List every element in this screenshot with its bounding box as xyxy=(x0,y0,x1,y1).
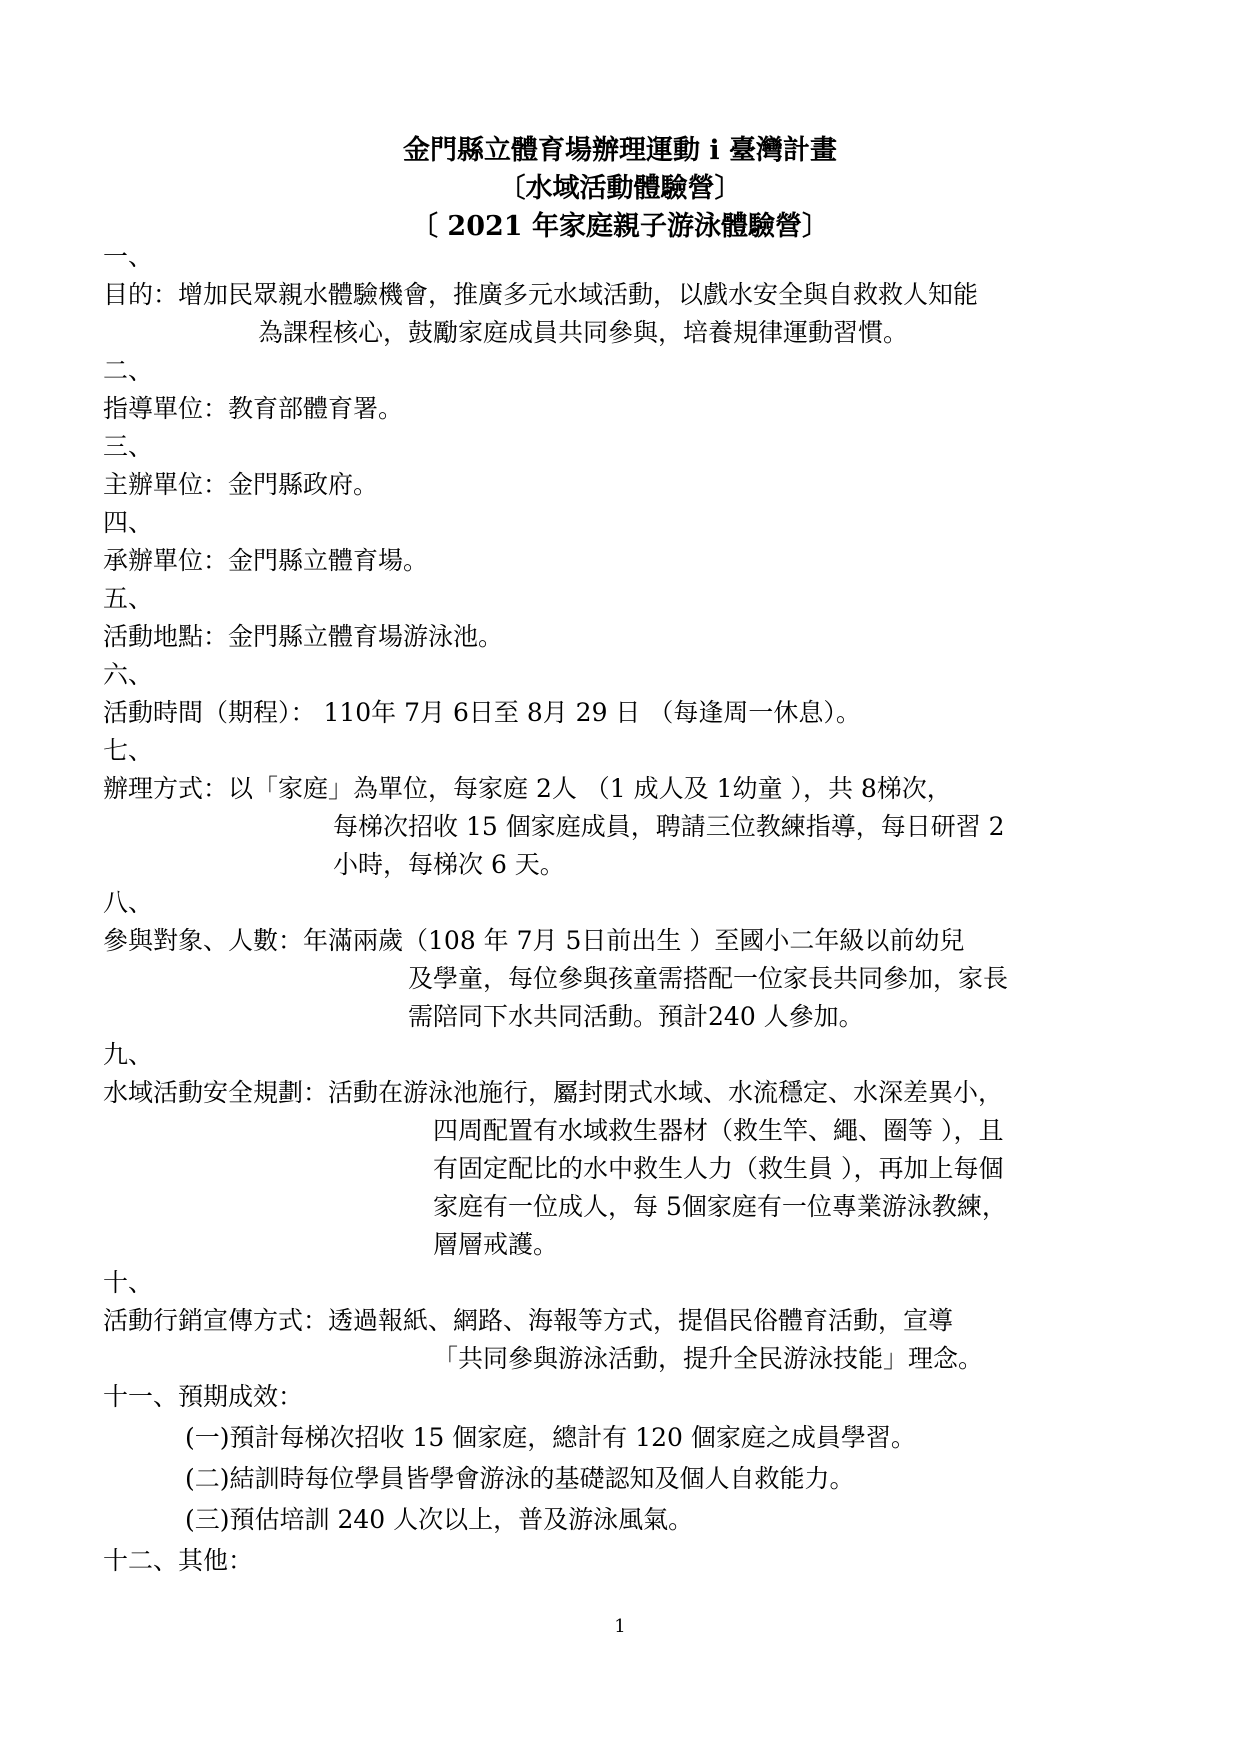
section-7-text: 辦理方式：以「家庭」為單位，每家庭 2人 （1 成人及 1幼童 ），共 8梯次， xyxy=(103,774,952,803)
section-10-text: 活動行銷宣傳方式：透過報紙、網路、海報等方式，提倡民俗體育活動，宣導 xyxy=(103,1306,954,1335)
section-11-item-3: (三)預估培訓 240 人次以上，普及游泳風氣。 xyxy=(185,1505,694,1534)
section-7-text-cont: 每梯次招收 15 個家庭成員，聘請三位教練指導，每日研習 2 xyxy=(333,812,1005,841)
section-7-number: 七、 xyxy=(103,736,154,765)
section-9-text-cont: 四周配置有水域救生器材（救生竿、繩、圈等 ），且 xyxy=(433,1116,1004,1145)
section-2-number: 二、 xyxy=(103,356,154,385)
section-7-text-cont-2: 小時，每梯次 6 天。 xyxy=(333,850,565,879)
section-9-text-cont-3: 家庭有一位成人，每 5個家庭有一位專業游泳教練， xyxy=(433,1192,1007,1221)
section-8-text-cont-2: 需陪同下水共同活動。預計240 人參加。 xyxy=(408,1002,864,1031)
section-1-number: 一、 xyxy=(103,242,154,271)
section-5-number: 五、 xyxy=(103,584,154,613)
section-6-number: 六、 xyxy=(103,660,154,689)
doc-subtitle: 〔水域活動體驗營〕 xyxy=(498,173,742,204)
section-1-text-cont: 為課程核心，鼓勵家庭成員共同參與，培養規律運動習慣。 xyxy=(258,318,909,347)
section-11-heading: 十一、預期成效： xyxy=(103,1382,304,1411)
section-12-heading: 十二、其他： xyxy=(103,1546,254,1575)
section-3-text: 主辦單位：金門縣政府。 xyxy=(103,470,379,499)
section-9-text: 水域活動安全規劃：活動在游泳池施行，屬封閉式水域、水流穩定、水深差異小， xyxy=(103,1078,1004,1107)
section-11-item-1: (一)預計每梯次招收 15 個家庭，總計有 120 個家庭之成員學習。 xyxy=(185,1423,916,1452)
section-5-text: 活動地點：金門縣立體育場游泳池。 xyxy=(103,622,504,651)
section-2-text: 指導單位：教育部體育署。 xyxy=(103,394,404,423)
section-4-text: 承辦單位：金門縣立體育場。 xyxy=(103,546,429,575)
section-8-number: 八、 xyxy=(103,888,154,917)
section-9-text-cont-2: 有固定配比的水中救生人力（救生員 ），再加上每個 xyxy=(433,1154,1004,1183)
section-8-text: 參與對象、人數：年滿兩歲（108 年 7月 5日前出生 ）至國小二年級以前幼兒 xyxy=(103,926,965,955)
section-3-number: 三、 xyxy=(103,432,154,461)
section-8-text-cont: 及學童，每位參與孩童需搭配一位家長共同參加，家長 xyxy=(408,964,1009,993)
section-10-number: 十、 xyxy=(103,1268,154,1297)
section-10-text-cont: 「共同參與游泳活動，提升全民游泳技能」理念。 xyxy=(433,1344,984,1373)
doc-title: 金門縣立體育場辦理運動 i 臺灣計畫 xyxy=(402,135,838,166)
section-9-text-cont-4: 層層戒護。 xyxy=(433,1230,559,1259)
doc-subtitle-2021: 〔 2021 年家庭親子游泳體驗營〕 xyxy=(411,211,829,242)
page-number: 1 xyxy=(614,1616,626,1637)
section-9-number: 九、 xyxy=(103,1040,154,1069)
section-1-text: 目的：增加民眾親水體驗機會，推廣多元水域活動，以戲水安全與自救救人知能 xyxy=(103,280,979,309)
section-4-number: 四、 xyxy=(103,508,154,537)
section-6-text: 活動時間（期程）： 110年 7月 6日至 8月 29 日 （每逢周一休息）。 xyxy=(103,698,861,727)
section-11-item-2: (二)結訓時每位學員皆學會游泳的基礎認知及個人自救能力。 xyxy=(185,1464,855,1493)
